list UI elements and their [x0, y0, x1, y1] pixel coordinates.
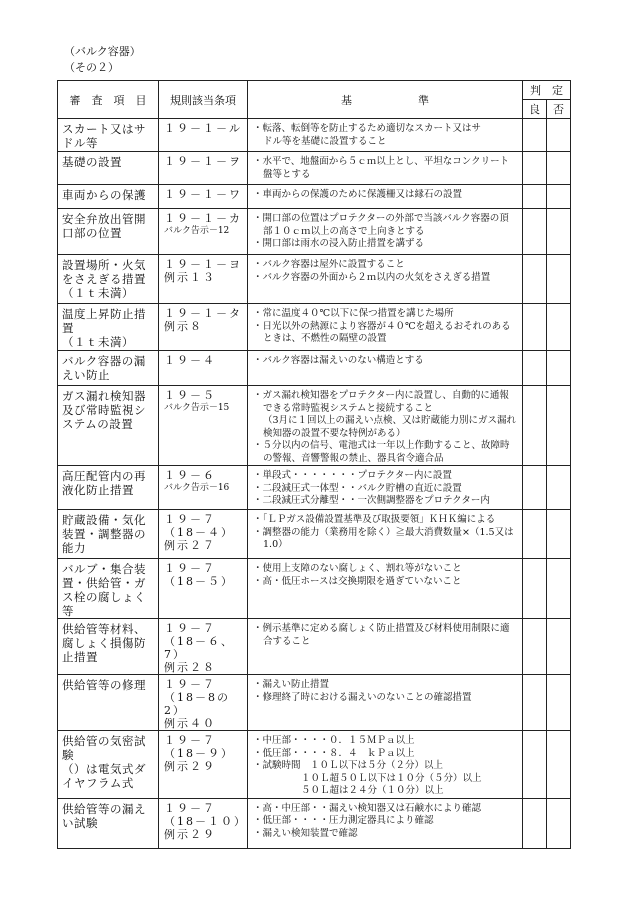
clause-cell: [159, 510, 248, 559]
col-header-item: 審 査 項 目: [58, 81, 159, 119]
item-cell: [58, 798, 159, 848]
standard-text: （3月に１回以上の漏えい点検、又は貯蔵能力別にガス漏れ: [263, 415, 517, 426]
clause-text: （18－8の2）: [164, 691, 230, 717]
item-text: 高圧配管内の再: [62, 469, 146, 483]
standard-text: ドル等を基礎に設置すること: [263, 135, 387, 147]
clause-text: 例示２９: [164, 760, 216, 773]
item-text: えい防止: [62, 368, 110, 382]
judgement-good-cell[interactable]: [523, 209, 547, 255]
clause-text: １９－１－ヨ: [164, 258, 242, 271]
item-text: 供給管等材料、: [62, 622, 146, 636]
standard-cell: [248, 559, 523, 619]
clause-text: （18－１０）: [164, 814, 247, 828]
standard-text: 検知器の設置不要な特例がある）: [263, 427, 406, 439]
standard-cell: [248, 152, 523, 185]
item-text: 供給管等の漏え: [62, 801, 146, 816]
header-part: （その２）: [64, 61, 119, 74]
standard-text: ・高・中圧部・・漏えい検知器又は石鹸水により確認: [253, 802, 482, 814]
standard-text: ・試験時間 １０Ｌ以下は５分（２分）以上: [253, 760, 444, 771]
standard-text: ・バルク容器は屋外に設置すること: [253, 259, 405, 270]
judgement-good-cell[interactable]: [523, 351, 547, 386]
clause-cell: [159, 731, 248, 799]
standard-text: ・水平で、地盤面から５ｃｍ以上とし、平坦なコンクリート: [253, 156, 510, 167]
item-text: 腐しょく損傷防: [62, 636, 146, 650]
item-cell: [58, 209, 159, 255]
standard-text: ・二段減圧式分離型・・一次側調整器をプロテクター内: [253, 495, 490, 506]
clause-cell: [159, 798, 248, 848]
item-cell: [58, 731, 159, 799]
clause-text: 例示２８: [164, 661, 216, 674]
clause-text: バルク告示－16: [164, 483, 230, 493]
judgement-bad-cell[interactable]: [547, 119, 571, 152]
clause-text: １９－１－タ: [164, 307, 242, 320]
item-cell: [58, 510, 159, 559]
item-text: 基礎の設置: [62, 155, 122, 169]
judgement-good-cell[interactable]: [523, 731, 547, 799]
standard-text: の警報、音響警報の禁止、器具省令適合品: [263, 452, 444, 464]
clause-text: １９－４: [164, 354, 216, 367]
judgement-bad-cell[interactable]: [547, 466, 571, 510]
standard-cell: [248, 386, 523, 466]
table-row: [58, 255, 571, 304]
judgement-good-cell[interactable]: [523, 619, 547, 675]
clause-text: １９－５: [164, 389, 216, 402]
table-row: [58, 466, 571, 510]
table-row: [58, 510, 571, 559]
judgement-good-cell[interactable]: [523, 798, 547, 848]
table-row: [58, 731, 571, 799]
clause-cell: [159, 559, 248, 619]
item-text: ステムの設置: [62, 417, 134, 431]
clause-text: １９－７: [164, 801, 216, 815]
item-text: 液化防止措置: [62, 483, 134, 497]
item-text: 供給管等の修理: [62, 678, 146, 692]
standard-text: ・転落、転倒等を防止するため適切なスカート又はサ: [253, 123, 482, 134]
standard-cell: [248, 119, 523, 152]
standard-text: ・使用上支障のない腐しょく、割れ等がないこと: [253, 563, 462, 574]
standard-text: ・調整器の能力（業務用を除く）≧最大消費数量×（1.5又は1.0）: [253, 526, 514, 550]
clause-text: （18－５）: [164, 575, 234, 588]
clause-text: 例示２７: [164, 539, 216, 552]
table-row: [58, 619, 571, 675]
standard-text: できる常時監視システムと接続すること: [263, 402, 434, 414]
clause-cell: [159, 351, 248, 386]
standard-text: 合すること: [263, 635, 311, 647]
standard-text: ・「ＬＰガス設備設置基準及び取扱要領」ＫＨＫ編による: [253, 514, 496, 525]
judgement-good-cell[interactable]: [523, 559, 547, 619]
item-text: 及び常時監視シ: [62, 403, 146, 417]
item-text: 止措置: [62, 650, 98, 664]
item-text: ガス漏れ検知器: [62, 389, 146, 403]
item-text: ス栓の腐しょく等: [62, 590, 146, 618]
standard-cell: [248, 466, 523, 510]
clause-text: １９－７: [164, 734, 216, 747]
clause-text: バルク告示－12: [164, 226, 230, 236]
judgement-bad-cell[interactable]: [547, 304, 571, 351]
clause-text: １９－７: [164, 562, 216, 575]
clause-text: １９－１－カ: [164, 212, 242, 225]
clause-text: １９－１－ワ: [164, 188, 242, 201]
standard-cell: [248, 731, 523, 799]
standard-text: ・バルク容器の外面から２ｍ以内の火気をさえぎる措置: [253, 271, 491, 283]
clause-cell: [159, 119, 248, 152]
clause-text: バルク告示－15: [164, 403, 230, 413]
item-text: 口部の位置: [62, 226, 122, 240]
item-text: 能力: [62, 541, 86, 555]
table-row: [58, 386, 571, 466]
item-text: 置・供給管・ガ: [62, 576, 146, 590]
clause-text: （18－４）: [164, 526, 234, 539]
standard-text: ・低圧部・・・・圧力測定器具により確認: [253, 815, 434, 826]
clause-text: １９－１－ル: [164, 122, 242, 135]
item-text: い試験: [62, 815, 98, 830]
standard-cell: [248, 304, 523, 351]
judgement-good-cell[interactable]: [523, 675, 547, 731]
clause-cell: [159, 185, 248, 209]
standard-cell: [248, 185, 523, 209]
clause-cell: [159, 304, 248, 351]
item-text: 供給管の気密試験: [62, 734, 146, 762]
table-row: [58, 209, 571, 255]
item-cell: [58, 559, 159, 619]
standard-cell: [248, 209, 523, 255]
standard-text: ・バルク容器は漏えいのない構造とする: [253, 355, 424, 366]
item-cell: [58, 619, 159, 675]
col-header-standard: 基 準: [248, 81, 523, 119]
judgement-bad-cell[interactable]: [547, 731, 571, 799]
standard-text: ・漏えい検知装置で確認: [253, 827, 358, 839]
standard-text: 部１０ｃｍ以上の高さで上向きとする: [263, 225, 425, 237]
standard-cell: [248, 798, 523, 848]
judgement-bad-cell[interactable]: [547, 351, 571, 386]
judgement-good-cell[interactable]: [523, 466, 547, 510]
standard-text: ・高・低圧ホースは交換期限を過ぎていないこと: [253, 575, 462, 587]
item-cell: [58, 386, 159, 466]
standard-cell: [248, 510, 523, 559]
item-cell: [58, 152, 159, 185]
standard-text: ・開口部の位置はプロテクターの外部で当該バルク容器の頂: [253, 213, 509, 224]
item-cell: [58, 304, 159, 351]
item-text: 車両からの保護: [62, 188, 146, 202]
judgement-bad-cell[interactable]: [547, 152, 571, 185]
table-row: [58, 675, 571, 731]
col-header-good: 良: [523, 100, 547, 119]
judgement-good-cell[interactable]: [523, 255, 547, 304]
col-header-clause: 規則該当条項: [159, 81, 248, 119]
clause-text: 例示４０: [164, 717, 216, 730]
standard-cell: [248, 619, 523, 675]
judgement-bad-cell[interactable]: [547, 255, 571, 304]
standard-text: ・車両からの保護のために保護柵又は縁石の設置: [253, 189, 463, 200]
clause-cell: [159, 675, 248, 731]
standard-text: ・５分以内の信号、電池式は一年以上作動すること、故障時: [253, 440, 510, 451]
item-cell: [58, 675, 159, 731]
clause-cell: [159, 466, 248, 510]
clause-text: １９－７: [164, 622, 216, 635]
table-row: [58, 152, 571, 185]
standard-text: １０Ｌ超５０Ｌ以下は１０分（５分）以上: [301, 772, 482, 784]
standard-text: ・修理終了時における漏えいのないことの確認措置: [253, 691, 472, 703]
table-row: [58, 119, 571, 152]
clause-text: （18－６、7）: [164, 635, 234, 661]
standard-text: ・開口部は雨水の浸入防止措置を講ずる: [253, 238, 425, 249]
item-text: バルブ・集合装: [62, 562, 146, 576]
item-cell: [58, 351, 159, 386]
clause-text: （18－９）: [164, 747, 234, 760]
judgement-good-cell[interactable]: [523, 510, 547, 559]
standard-text: ・二段減圧式一体型・・バルク貯槽の直近に設置: [253, 482, 462, 494]
judgement-bad-cell[interactable]: [547, 209, 571, 255]
item-cell: [58, 255, 159, 304]
clause-text: １９－６: [164, 469, 216, 482]
item-text: 設置場所・火気: [62, 258, 146, 272]
item-text: （１ｔ未満）: [62, 335, 134, 349]
item-cell: [58, 185, 159, 209]
standard-cell: [248, 255, 523, 304]
item-text: （）は電気式ダ: [62, 762, 146, 776]
clause-text: １９－７: [164, 513, 216, 526]
judgement-bad-cell[interactable]: [547, 510, 571, 559]
judgement-bad-cell[interactable]: [547, 798, 571, 848]
judgement-bad-cell[interactable]: [547, 559, 571, 619]
item-text: ドル等: [62, 136, 98, 150]
item-cell: [58, 466, 159, 510]
table-row: [58, 351, 571, 386]
clause-text: １９－７: [164, 678, 216, 691]
judgement-good-cell[interactable]: [523, 386, 547, 466]
clause-cell: [159, 209, 248, 255]
item-text: 貯蔵設備・気化: [62, 513, 146, 527]
standard-text: ・例示基準に定める腐しょく防止措置及び材料使用制限に適: [253, 623, 510, 634]
judgement-good-cell[interactable]: [523, 152, 547, 185]
table-row: [58, 185, 571, 209]
judgement-good-cell[interactable]: [523, 304, 547, 351]
standard-text: ・漏えい防止措置: [253, 679, 330, 690]
standard-text: ・日光以外の熱源により容器が４０℃を超えるおそれのある: [253, 320, 511, 332]
standard-text: ・ガス漏れ検知器をプロテクター内に設置し、自動的に通報: [253, 390, 509, 401]
item-text: イヤフラム式: [62, 776, 134, 790]
judgement-good-cell[interactable]: [523, 119, 547, 152]
standard-text: 盤等とする: [263, 168, 311, 180]
judgement-good-cell[interactable]: [523, 185, 547, 209]
clause-text: 例示１３: [164, 271, 216, 284]
table-row: [58, 304, 571, 351]
item-cell: [58, 119, 159, 152]
item-text: 安全弁放出管開: [62, 212, 146, 226]
header-category: （バルク容器）: [64, 45, 141, 58]
table-row: [58, 559, 571, 619]
judgement-bad-cell[interactable]: [547, 675, 571, 731]
standard-text: ・単段式・・・・・・・プロテクター内に設置: [253, 470, 452, 481]
col-header-bad: 否: [547, 100, 571, 119]
inspection-table: [57, 80, 571, 849]
clause-text: １９－１－ヲ: [164, 155, 242, 168]
standard-text: ・中圧部・・・・０．１５ＭＰａ以上: [253, 735, 415, 746]
standard-cell: [248, 675, 523, 731]
clause-text: 例示２９: [164, 827, 216, 841]
item-text: スカート又はサ: [62, 122, 146, 136]
standard-text: ５０Ｌ超は２４分（１０分）以上: [301, 785, 444, 796]
clause-text: 例示８: [164, 320, 203, 333]
col-header-judgement: 判 定: [523, 81, 571, 100]
item-text: 装置・調整器の: [62, 527, 146, 541]
standard-text: ・常に温度４０℃以下に保つ措置を講じた場所: [253, 308, 454, 319]
clause-cell: [159, 255, 248, 304]
document-header: [64, 44, 141, 76]
table-row: [58, 798, 571, 848]
item-text: バルク容器の漏: [62, 354, 146, 368]
judgement-bad-cell[interactable]: [547, 386, 571, 466]
clause-cell: [159, 152, 248, 185]
judgement-bad-cell[interactable]: [547, 619, 571, 675]
standard-cell: [248, 351, 523, 386]
clause-cell: [159, 619, 248, 675]
clause-cell: [159, 386, 248, 466]
item-text: （１ｔ未満）: [62, 286, 134, 300]
item-text: 温度上昇防止措置: [62, 307, 146, 335]
standard-text: ときは、不燃性の隔壁の設置: [263, 333, 387, 344]
item-text: をさえぎる措置: [62, 272, 146, 286]
judgement-bad-cell[interactable]: [547, 185, 571, 209]
standard-text: ・低圧部・・・・８．４ ｋＰａ以上: [253, 747, 415, 759]
